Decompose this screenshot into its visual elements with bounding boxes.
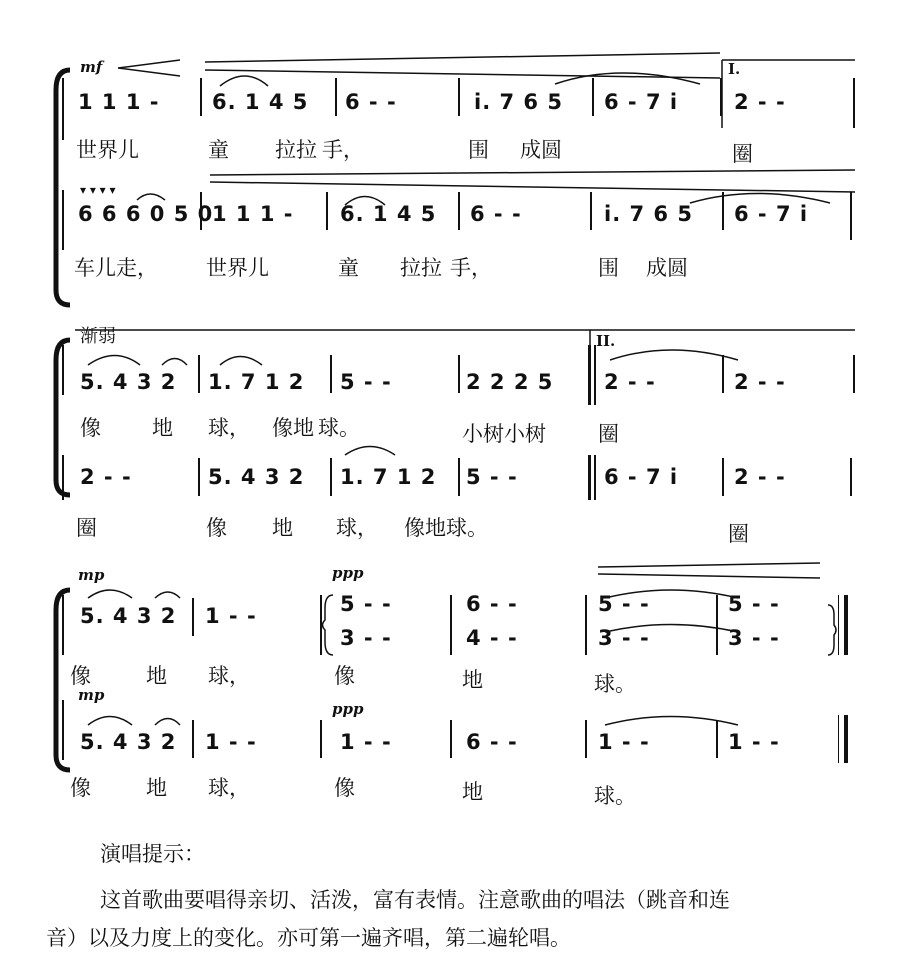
s1-upper-m1: 1 1 1 - <box>78 90 160 114</box>
s2-lower-lyric: 球， <box>336 516 378 540</box>
s3-upper-m3: 5 - - <box>340 592 392 616</box>
s1-upper-m6: 2 - - <box>734 90 786 114</box>
dynamic-mp-lower: mp <box>78 686 105 704</box>
s3-upper-m1: 5. 4 3 2 <box>80 604 177 628</box>
hints-title: 演唱提示： <box>100 842 205 866</box>
volta-first: I. <box>728 60 741 78</box>
s2-upper-lyric: 球。 <box>318 416 360 440</box>
s3-lower-lyric: 球。 <box>594 784 636 808</box>
s2-lower-m1: 2 - - <box>80 465 132 489</box>
s3-lower-m5: 1 - - <box>598 730 650 754</box>
s2-upper-lyric: 像 <box>80 416 101 440</box>
dynamic-dim: 渐弱 <box>80 326 116 347</box>
s1-lower-m4: 6 - - <box>470 202 522 226</box>
s2-upper-lyric: 圈 <box>598 422 619 446</box>
s3-lower-m2: 1 - - <box>205 730 257 754</box>
s3-lower-lyric: 地 <box>462 780 483 804</box>
s2-lower-m4: 5 - - <box>466 465 518 489</box>
s1-lower-lyric: 车儿走， <box>74 256 158 280</box>
s1-lower-lyric: 手， <box>450 256 492 280</box>
staccato-marks: ▾ ▾ ▾ ▾ <box>80 183 116 197</box>
s1-lower-lyric: 童 <box>338 256 359 280</box>
volta-second: II. <box>596 332 616 350</box>
s3-upper-low-m4: 4 - - <box>466 626 518 650</box>
s2-upper-lyric: 像地 <box>272 416 314 440</box>
s2-lower-lyric: 圈 <box>728 522 749 546</box>
s1-upper-lyric: 成圆 <box>520 138 562 162</box>
s1-upper-lyric: 圈 <box>732 142 753 166</box>
s3-upper-lyric: 地 <box>462 668 483 692</box>
s3-upper-low-m3: 3 - - <box>340 626 392 650</box>
s2-upper-lyric: 球， <box>208 416 250 440</box>
hints-line2: 音）以及力度上的变化。亦可第一遍齐唱，第二遍轮唱。 <box>46 926 571 950</box>
s2-lower-m3: 1. 7 1 2 <box>340 465 437 489</box>
s2-upper-m1: 5. 4 3 2 <box>80 370 177 394</box>
s2-lower-lyric: 像地球。 <box>404 516 488 540</box>
s2-upper-m4: 2 2 2 5 <box>466 370 554 394</box>
s2-lower-m6: 2 - - <box>734 465 786 489</box>
s3-upper-low-m6: 3 - - <box>728 626 780 650</box>
s2-upper-m3: 5 - - <box>340 370 392 394</box>
s1-lower-lyric: 世界儿 <box>206 256 269 280</box>
s3-upper-lyric: 球。 <box>594 672 636 696</box>
s3-lower-lyric: 地 <box>146 776 167 800</box>
s3-upper-lyric: 像 <box>334 664 355 688</box>
s1-lower-m6: 6 - 7 i <box>734 202 809 226</box>
s3-lower-m3: 1 - - <box>340 730 392 754</box>
dynamic-ppp: ppp <box>332 564 364 582</box>
s3-upper-lyric: 像 <box>70 664 91 688</box>
s3-upper-low-m5: 3 - - <box>598 626 650 650</box>
s1-lower-m2: 1 1 1 - <box>212 202 294 226</box>
dynamic-mf: mf <box>80 58 103 76</box>
s1-lower-lyric: 成圆 <box>646 256 688 280</box>
s3-lower-m1: 5. 4 3 2 <box>80 730 177 754</box>
s2-lower-lyric: 像 <box>206 516 227 540</box>
s2-lower-m2: 5. 4 3 2 <box>208 465 305 489</box>
s3-lower-lyric: 像 <box>334 776 355 800</box>
s3-upper-m6: 5 - - <box>728 592 780 616</box>
s1-upper-m5: 6 - 7 i <box>604 90 679 114</box>
dynamic-ppp-lower: ppp <box>332 700 364 718</box>
s1-lower-lyric: 拉拉 <box>400 256 442 280</box>
s1-upper-lyric: 手， <box>322 138 364 162</box>
s3-upper-lyric: 地 <box>146 664 167 688</box>
s1-upper-m3: 6 - - <box>345 90 397 114</box>
s3-lower-lyric: 像 <box>70 776 91 800</box>
s2-lower-lyric: 圈 <box>76 516 97 540</box>
s1-upper-lyric: 围 <box>468 138 489 162</box>
s1-upper-lyric: 拉拉 <box>275 138 317 162</box>
s1-upper-m2: 6. 1 4 5 <box>212 90 309 114</box>
s3-lower-lyric: 球， <box>208 776 250 800</box>
s2-lower-lyric: 地 <box>272 516 293 540</box>
s2-upper-m2: 1. 7 1 2 <box>208 370 305 394</box>
s1-lower-m1: 6 6 6 0 5 0 <box>78 202 214 226</box>
s2-upper-lyric: 小树小树 <box>462 422 546 446</box>
s3-upper-lyric: 球， <box>208 664 250 688</box>
s2-upper-lyric: 地 <box>152 416 173 440</box>
s2-lower-m5: 6 - 7 i <box>604 465 679 489</box>
s3-upper-m5: 5 - - <box>598 592 650 616</box>
s1-upper-lyric: 世界儿 <box>76 138 139 162</box>
s1-upper-m4: i. 7 6 5 <box>474 90 563 114</box>
s1-upper-lyric: 童 <box>208 138 229 162</box>
s1-lower-m5: i. 7 6 5 <box>604 202 693 226</box>
s1-lower-m3: 6. 1 4 5 <box>340 202 437 226</box>
s3-lower-m6: 1 - - <box>728 730 780 754</box>
s3-upper-m2: 1 - - <box>205 604 257 628</box>
s2-upper-m5: 2 - - <box>604 370 656 394</box>
s3-lower-m4: 6 - - <box>466 730 518 754</box>
s2-upper-m6: 2 - - <box>734 370 786 394</box>
s1-lower-lyric: 围 <box>598 256 619 280</box>
hints-line1: 这首歌曲要唱得亲切、活泼，富有表情。注意歌曲的唱法（跳音和连 <box>100 888 730 912</box>
dynamic-mp: mp <box>78 566 105 584</box>
s3-upper-m4: 6 - - <box>466 592 518 616</box>
